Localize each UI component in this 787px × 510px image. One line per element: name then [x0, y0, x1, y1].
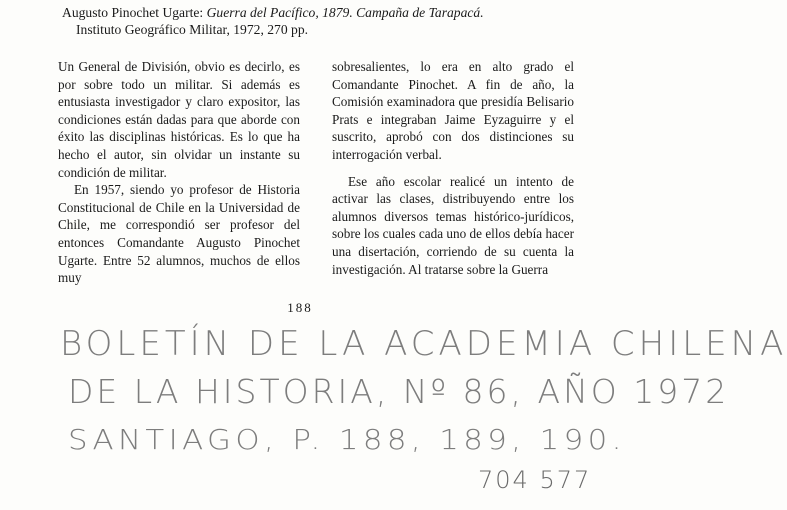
citation-line-1 [62, 4, 582, 21]
page-number: 188 [287, 300, 313, 315]
citation-publisher: Instituto Geográfico Militar, 1972, 270 pp. [76, 22, 309, 37]
citation-title: Guerra del Pacífico, 1879. Campaña de Tarapacá. [206, 5, 484, 20]
handwritten-line-2: DE LA HISTORIA, Nº 86, AÑO 1972 [68, 372, 730, 411]
paragraph-1: Un General de División, obvio es decirlo, es por sobre todo un militar. Si además es entusiasta investigador y claro expositor, las condiciones están dadas para que aborde con éxito las disciplinas históricas. Es lo que ha hecho el autor, sin olvidar un instante su condición de militar. [58, 59, 300, 180]
handwritten-line-3: SANTIAGO, P. 188, 189, 190. [68, 423, 626, 456]
text-column-right [332, 58, 574, 278]
paragraph-4: Ese año escolar realicé un intento de activar las clases, distribuyendo entre los alumnos diversos temas histórico-jurídicos, sobre los cuales cada uno de ellos debía hacer una disertación, corriendo de su cuenta la investigación. Al tratarse sobre la Guerra [332, 173, 574, 277]
paragraph-3: sobresalientes, lo era en alto grado el Comandante Pinochet. A fin de año, la Comisión examinadora que presidía Belisario Prats e integraban Jaime Eyzaguirre y el suscrito, aprobó con dos distinciones su interrogación verbal. [332, 59, 574, 162]
handwritten-catalog-number: 704 577 [478, 466, 592, 494]
citation-author: Augusto Pinochet Ugarte: [62, 5, 204, 20]
citation-header [62, 4, 582, 38]
paragraph-2: En 1957, siendo yo profesor de Historia Constitucional de Chile en la Universidad de Chile, me correspondió ser profesor del entonces Comandante Augusto Pinochet Ugarte. Entre 52 alumnos, muchos de ellos muy [58, 182, 300, 286]
handwritten-line-1: BOLETÍN DE LA ACADEMIA CHILENA [60, 324, 787, 364]
text-column-left [58, 58, 300, 287]
